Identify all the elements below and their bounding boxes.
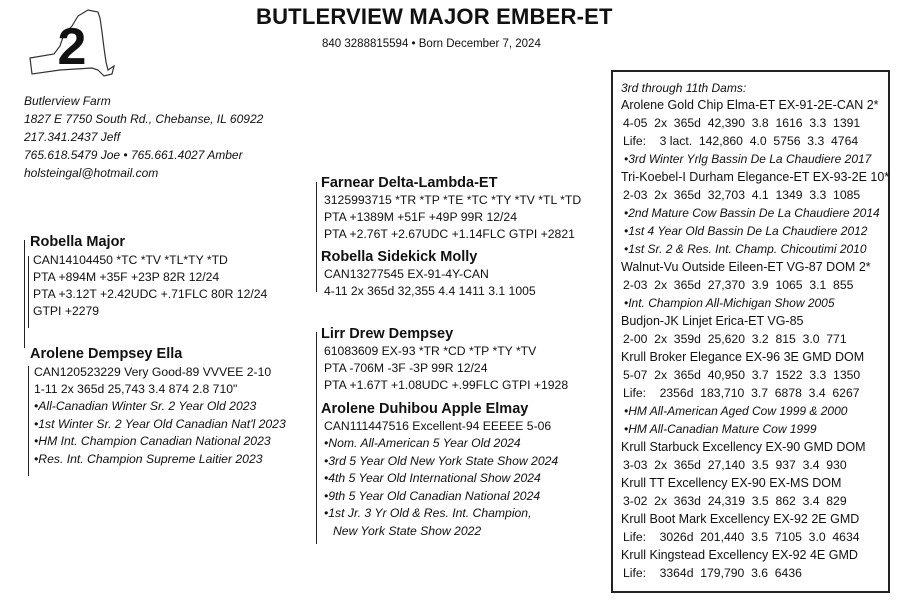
consignor-farm: Butlerview Farm	[24, 94, 111, 108]
dam-dam-award: •4th 5 Year Old International Show 2024	[324, 471, 541, 485]
row-0: Arolene Gold Chip Elma-ET EX-91-2E-CAN 2*	[621, 98, 879, 112]
pedigree-bracket-dam-parents	[316, 332, 317, 544]
state-outline-icon	[24, 4, 116, 80]
row-5: 2-03 2x 365d 32,703 4.1 1349 3.3 1085	[623, 188, 861, 202]
dam-block	[30, 346, 286, 468]
dam-dam-registration: CAN111447516 Excellent-94 EEEEE 5-06	[324, 419, 552, 433]
dam-sire-name: Lirr Drew Dempsey	[321, 326, 454, 342]
row-13: 2-00 2x 359d 25,620 3.2 815 3.0 771	[623, 332, 847, 346]
dam-info-bar	[28, 366, 29, 476]
dam-record: 1-11 2x 365d 25,743 3.4 874 2.8 710"	[34, 382, 238, 396]
sire-sire-pta-2: PTA +2.76T +2.67UDC +1.14FLC GTPI +2821	[324, 227, 575, 241]
dam-award: •All-Canadian Winter Sr. 2 Year Old 2023	[34, 399, 257, 413]
sire-pta-2: PTA +3.12T +2.42UDC +.71FLC 80R 12/24	[33, 287, 268, 301]
row-19: Krull Starbuck Excellency EX-90 GMD DOM	[621, 440, 866, 454]
dam-award: •1st Winter Sr. 2 Year Old Canadian Nat'l 2023	[34, 416, 286, 431]
sire-sire-pta-1: PTA +1389M +51F +49P 99R 12/24	[324, 210, 517, 224]
consignor-email: holsteingal@hotmail.com	[24, 166, 159, 180]
dam-dam-award: •1st Jr. 3 Yr Old & Res. Int. Champion,	[324, 506, 532, 520]
extended-dams-heading: 3rd through 11th Dams:	[621, 81, 747, 95]
row-8: •1st Sr. 2 & Res. Int. Champ. Chicoutimi 2010	[624, 242, 867, 256]
row-10: 2-03 2x 365d 27,370 3.9 1065 3.1 855	[623, 278, 854, 292]
dam-dam-block	[321, 401, 558, 540]
dam-dam-name: Arolene Duhibou Apple Elmay	[321, 401, 529, 417]
row-6: •2nd Mature Cow Bassin De La Chaudiere 2014	[624, 206, 880, 220]
dam-dam-award: New York State Show 2022	[333, 523, 482, 538]
row-7: •1st 4 Year Old Bassin De La Chaudiere 2012	[624, 224, 868, 238]
sire-block	[30, 234, 267, 320]
consignor-phone-2: 765.618.5479 Joe • 765.661.4027 Amber	[24, 148, 243, 162]
sire-dam-registration: CAN13277545 EX-91-4Y-CAN	[324, 267, 489, 281]
extended-dams-box	[611, 70, 890, 593]
dam-sire-pta-2: PTA +1.67T +1.08UDC +.99FLC GTPI +1928	[324, 378, 569, 392]
row-3: •3rd Winter Yrlg Bassin De La Chaudiere 2017	[624, 152, 872, 166]
page-title: BUTLERVIEW MAJOR EMBER-ET	[256, 4, 613, 29]
dam-name: Arolene Dempsey Ella	[30, 346, 183, 362]
row-1: 4-05 2x 365d 42,390 3.8 1616 3.3 1391	[623, 116, 861, 130]
sire-sire-name: Farnear Delta-Lambda-ET	[321, 175, 498, 191]
row-26: Life: 3364d 179,790 3.6 6436	[623, 566, 802, 580]
row-4: Tri-Koebel-I Durham Elegance-ET EX-93-2E 10*	[621, 170, 890, 184]
sire-info-bar	[28, 256, 29, 328]
row-21: Krull TT Excellency EX-90 EX-MS DOM	[621, 476, 842, 490]
sire-registration: CAN14104450 *TC *TV *TL*TY *TD	[33, 253, 228, 267]
sire-dam-record: 4-11 2x 365d 32,355 4.4 1411 3.1 1005	[324, 284, 536, 298]
row-16: Life: 2356d 183,710 3.7 6878 3.4 6267	[623, 386, 860, 400]
pedigree-bracket-sire-parents	[316, 182, 317, 292]
sire-dam-block	[321, 249, 536, 300]
dam-dam-award: •3rd 5 Year Old New York State Show 2024	[324, 453, 559, 468]
dam-dam-award: •Nom. All-American 5 Year Old 2024	[324, 436, 521, 450]
consignor-info	[24, 92, 263, 182]
sire-name: Robella Major	[30, 234, 126, 250]
dam-registration: CAN120523229 Very Good-89 VVVEE 2-10	[34, 365, 272, 379]
pedigree-bracket-sire-dam	[24, 240, 25, 348]
row-24: Life: 3026d 201,440 3.5 7105 3.0 4634	[623, 530, 860, 544]
row-14: Krull Broker Elegance EX-96 3E GMD DOM	[621, 350, 865, 364]
row-22: 3-02 2x 363d 24,319 3.5 862 3.4 829	[623, 494, 847, 508]
row-9: Walnut-Vu Outside Eileen-ET VG-87 DOM 2*	[621, 260, 871, 274]
dam-sire-registration: 61083609 EX-93 *TR *CD *TP *TY *TV	[324, 344, 537, 358]
sire-sire-registration: 3125993715 *TR *TP *TE *TC *TY *TV *TL *TD	[324, 193, 582, 207]
row-17: •HM All-American Aged Cow 1999 & 2000	[624, 404, 848, 418]
consignor-phone-1: 217.341.2437 Jeff	[24, 130, 121, 144]
row-23: Krull Boot Mark Excellency EX-92 2E GMD	[621, 512, 860, 526]
sire-pta-1: PTA +894M +35F +23P 82R 12/24	[33, 270, 220, 284]
lot-number-logo	[24, 4, 116, 80]
row-11: •Int. Champion All-Michigan Show 2005	[624, 296, 835, 310]
row-20: 3-03 2x 365d 27,140 3.5 937 3.4 930	[623, 458, 847, 472]
sire-gtpi: GTPI +2279	[33, 304, 100, 318]
sire-dam-name: Robella Sidekick Molly	[321, 249, 478, 265]
dam-dam-award: •9th 5 Year Old Canadian National 2024	[324, 488, 541, 503]
sire-sire-block	[321, 175, 581, 243]
consignor-address: 1827 E 7750 South Rd., Chebanse, IL 60922	[24, 112, 264, 126]
dam-award: •HM Int. Champion Canadian National 2023	[34, 434, 271, 448]
dam-award: •Res. Int. Champion Supreme Laitier 2023	[34, 451, 263, 466]
row-2: Life: 3 lact. 142,860 4.0 5756 3.3 4764	[623, 134, 859, 148]
lot-number: 2	[57, 18, 87, 76]
registration-line: 840 3288815594 • Born December 7, 2024	[322, 38, 541, 50]
dam-sire-pta-1: PTA -706M -3F -3P 99R 12/24	[324, 361, 488, 375]
row-18: •HM All-Canadian Mature Cow 1999	[624, 422, 817, 436]
row-12: Budjon-JK Linjet Erica-ET VG-85	[621, 314, 804, 328]
extended-dams-list	[621, 80, 890, 582]
dam-sire-block	[321, 326, 568, 394]
row-25: Krull Kingstead Excellency EX-92 4E GMD	[621, 548, 858, 562]
row-15: 5-07 2x 365d 40,950 3.7 1522 3.3 1350	[623, 368, 861, 382]
